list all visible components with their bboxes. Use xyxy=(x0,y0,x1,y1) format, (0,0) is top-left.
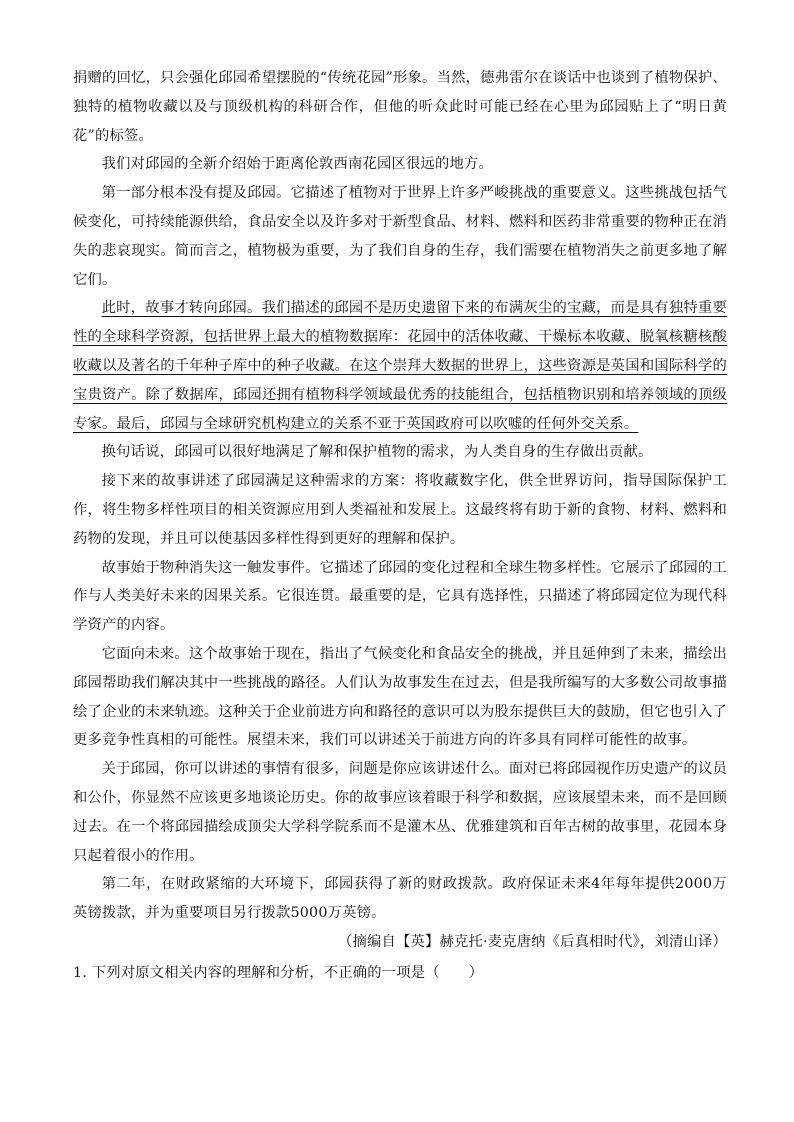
paragraph-7: 故事始于物种消失这一触发事件。它描述了邱园的变化过程和全球生物多样性。它展示了邱园的工作与人类美好未来的因果关系。它很连贯。最重要的是，它具有选择性，只描述了将邱园定位为现代科学资产的内容。 xyxy=(73,559,727,634)
paragraph-5: 换句话说，邱园可以很好地满足了解和保护植物的需求，为人类自身的生存做出贡献。 xyxy=(101,444,653,461)
paragraph-9: 关于邱园，你可以讲述的事情有很多，问题是你应该讲述什么。面对已将邱园视作历史遗产的议员和公仆，你显然不应该更多地谈论历史。你的故事应该着眼于科学和数据，应该展望未来，而不是回顾过去。在一个将邱园描绘成顶尖大学科学院系而不是灌木丛、优雅建筑和百年古树的故事里，花园本身只起着很小的作用。 xyxy=(73,761,727,864)
paragraph-2: 我们对邱园的全新介绍始于距离伦敦西南花园区很远的地方。 xyxy=(101,156,494,173)
paragraph-8: 它面向未来。这个故事始于现在，指出了气候变化和食品安全的挑战，并且延伸到了未来，描绘出邱园帮助我们解决其中一些挑战的路径。人们认为故事发生在过去，但是我所编写的大多数公司故事描绘了企业的未来轨迹。这种关于企业前进方向和路径的意识可以为股东提供巨大的鼓励，但它也引入了更多竞争性真相的可能性。展望未来，我们可以讲述关于前进方向的许多具有同样可能性的故事。 xyxy=(73,645,727,749)
document-page xyxy=(73,64,727,988)
question-1: 1. 下列对原文相关内容的理解和分析，不正确的一项是（ ） xyxy=(73,964,484,981)
paragraph-6: 接下来的故事讲述了邱园满足这种需求的方案：将收藏数字化，供全世界访问，指导国际保护工作，将生物多样性项目的相关资源应用到人类福祉和发展上。这最终将有助于新的食物、材料、燃料和药物的发现，并且可以使基因多样性得到更好的理解和保护。 xyxy=(73,473,727,547)
source-citation: （摘编自【英】赫克托·麦克唐纳《后真相时代》，刘清山译） xyxy=(337,933,727,950)
paragraph-3: 第一部分根本没有提及邱园。它描述了植物对于世界上许多严峻挑战的重要意义。这些挑战包括气候变化，可持续能源供给，食品安全以及许多对于新型食品、材料、燃料和医药非常重要的物种正在消失的悲哀现实。简而言之，植物极为重要，为了我们自身的生存，我们需要在植物消失之前更多地了解它们。 xyxy=(73,185,727,288)
paragraph-10: 第二年，在财政紧缩的大环境下，邱园获得了新的财政拨款。政府保证未来4年每年提供2000万英镑拨款，并为重要项目另行拨款5000万英镑。 xyxy=(73,876,727,922)
paragraph-4-underlined: 此时，故事才转向邱园。我们描述的邱园不是历史遗留下来的布满灰尘的宝藏，而是具有独特重要性的全球科学资源，包括世界上最大的植物数据库：花园中的活体收藏、干燥标本收藏、脱氧核糖核酸收藏以及著名的千年种子库中的种子收藏。在这个崇拜大数据的世界上，这些资源是英国和国际科学的宝贵资产。除了数据库，邱园还拥有植物科学领域最优秀的技能组合，包括植物识别和培养领域的顶级专家。最后，邱园与全球研究机构建立的关系不亚于英国政府可以吹嘘的任何外交关系。 xyxy=(73,300,727,432)
paragraph-1: 捐赠的回忆，只会强化邱园希望摆脱的“传统花园”形象。当然，德弗雷尔在谈话中也谈到了植物保护、独特的植物收藏以及与顶级机构的科研合作，但他的听众此时可能已经在心里为邱园贴上了“明日黄花”的标签。 xyxy=(73,70,727,144)
